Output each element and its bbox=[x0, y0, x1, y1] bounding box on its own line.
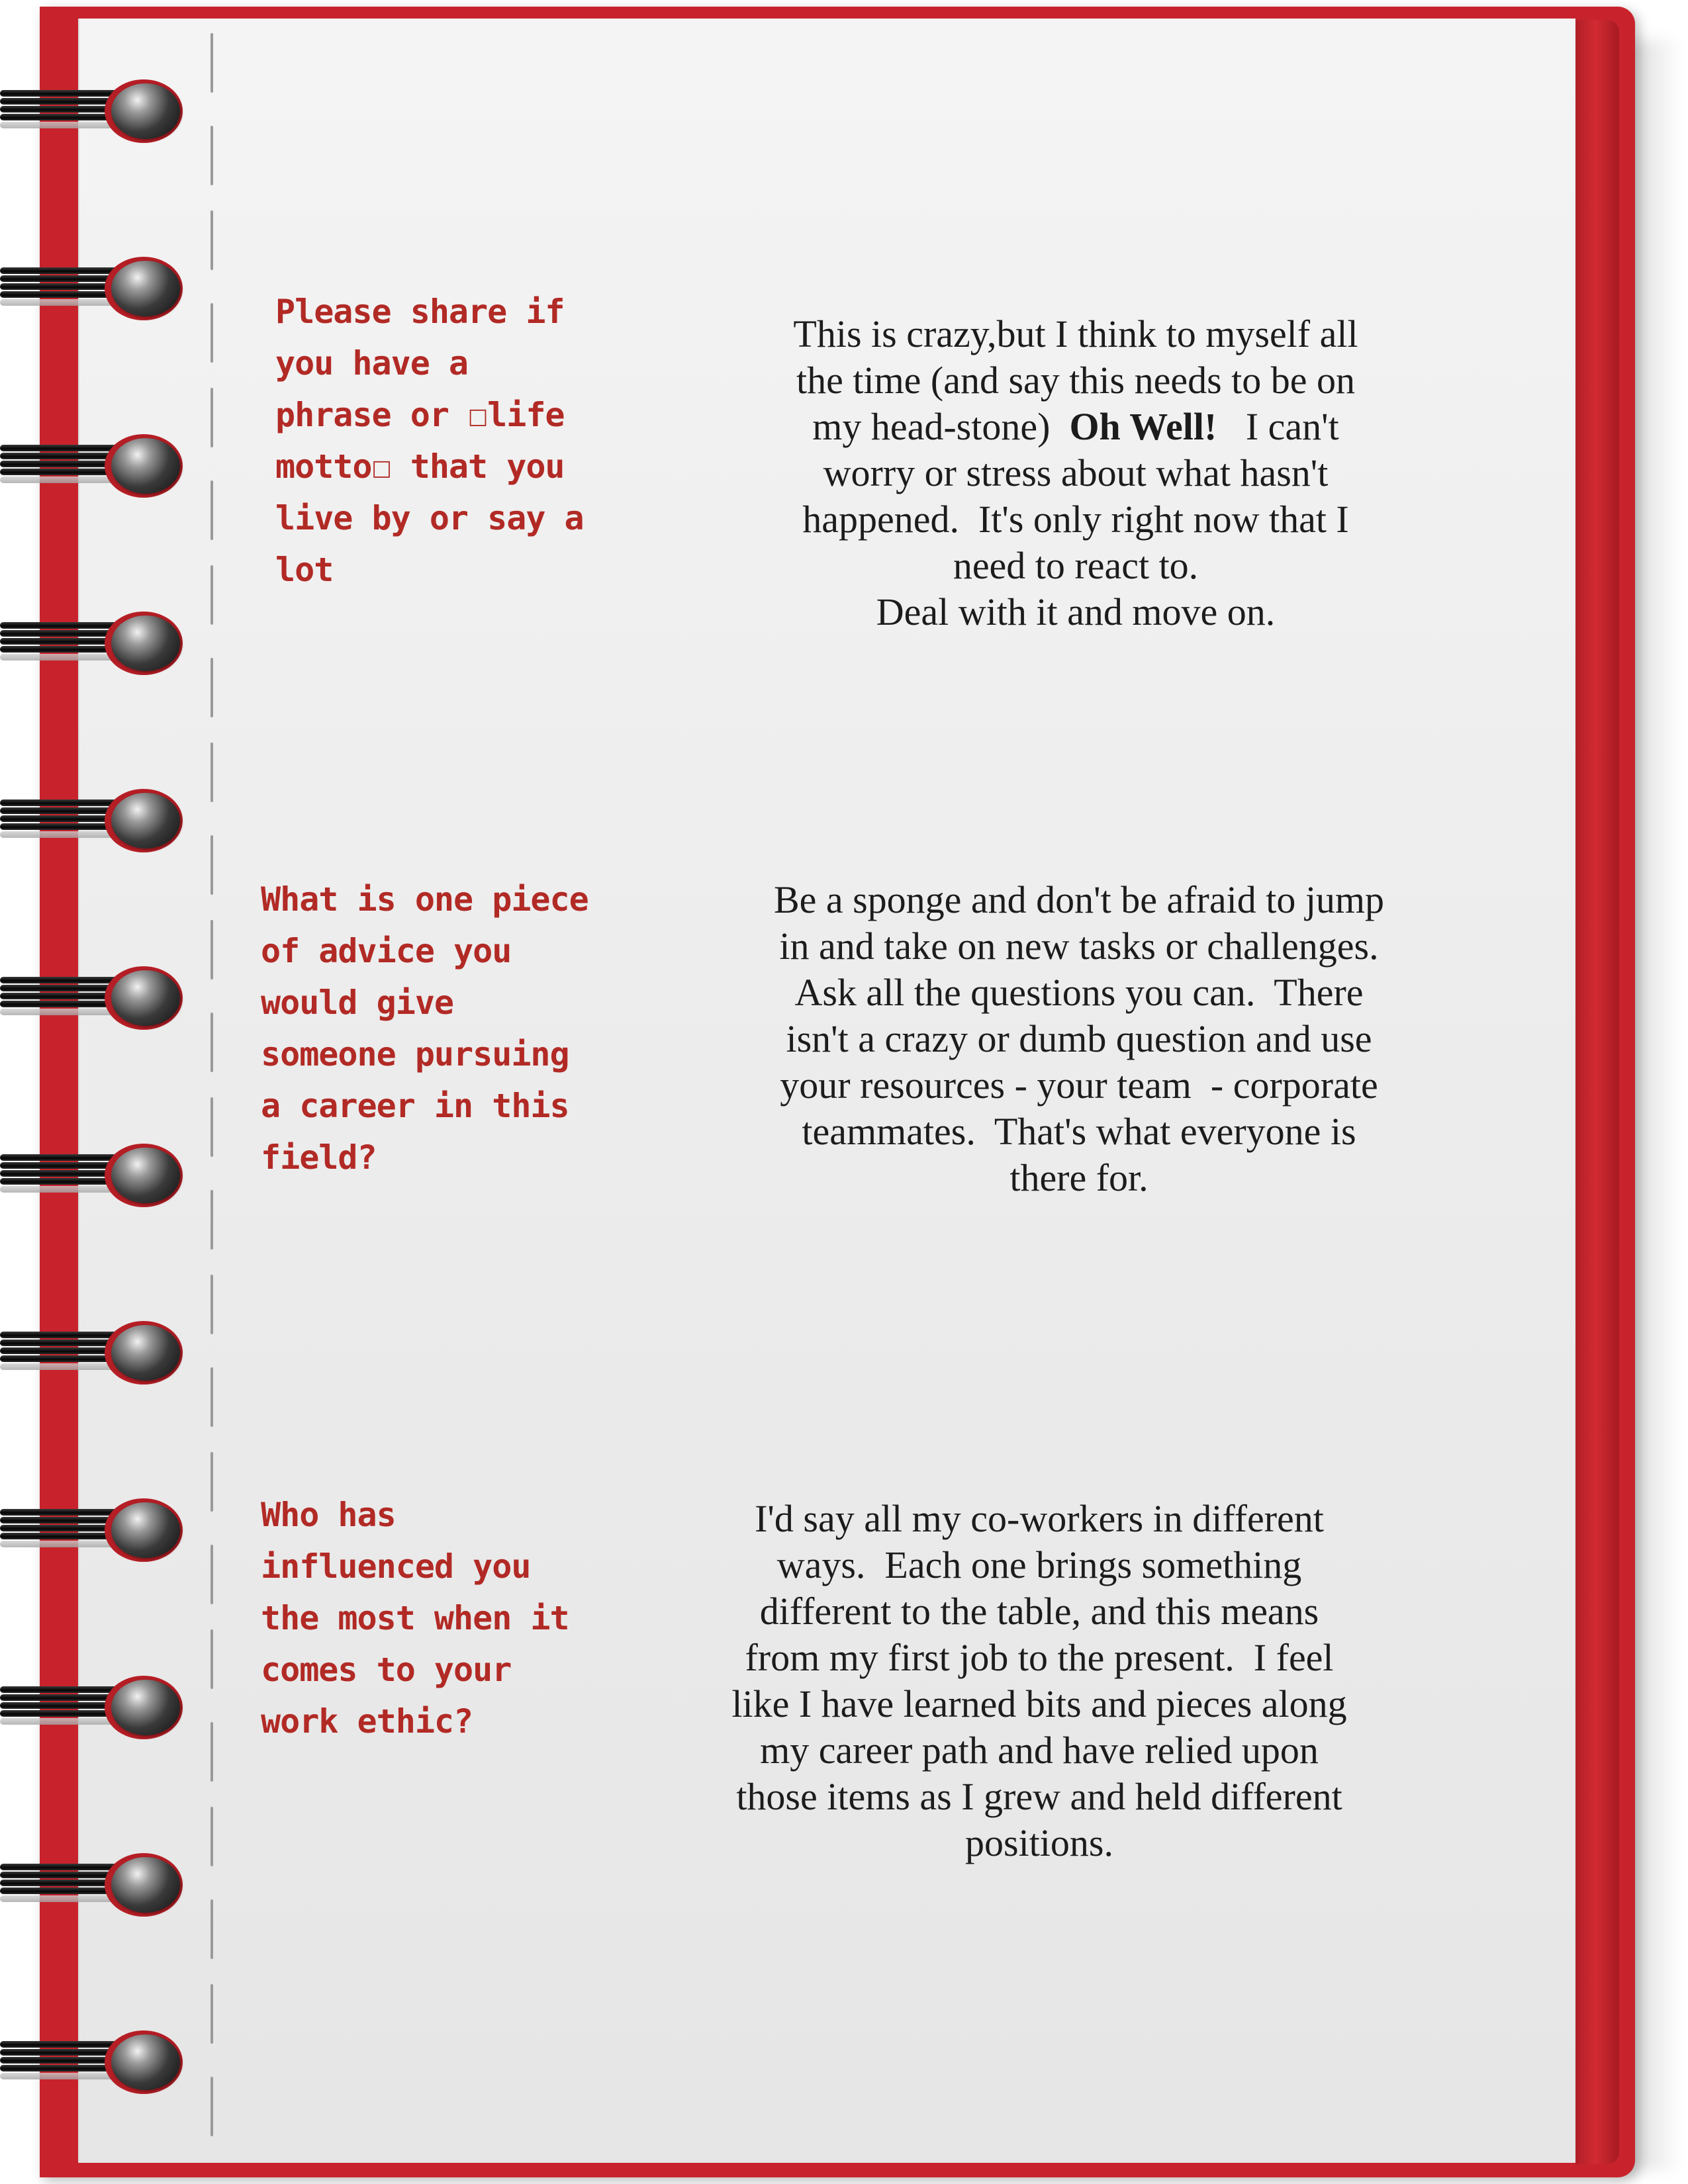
coil-loop bbox=[111, 83, 180, 139]
margin-dash bbox=[211, 1367, 213, 1427]
answer-life-motto-emphasis: Oh Well! bbox=[1069, 405, 1217, 448]
margin-dash bbox=[211, 1722, 213, 1782]
margin-dash bbox=[211, 835, 213, 895]
spiral-coil-icon bbox=[0, 1845, 199, 1925]
margin-dash bbox=[211, 920, 213, 979]
spiral-coil-icon bbox=[0, 604, 199, 683]
spiral-coil-icon bbox=[0, 1668, 199, 1747]
margin-dash bbox=[211, 1013, 213, 1072]
margin-dash bbox=[211, 126, 213, 185]
coil-loop bbox=[111, 793, 180, 848]
spiral-coil-icon bbox=[0, 249, 199, 328]
answer-life-motto bbox=[702, 311, 1450, 635]
margin-dash bbox=[211, 1275, 213, 1334]
coil-loop bbox=[111, 1502, 180, 1558]
coil-loop bbox=[111, 1148, 180, 1203]
coil-loop bbox=[111, 2034, 180, 2090]
margin-dash bbox=[211, 1899, 213, 1959]
margin-dash bbox=[211, 565, 213, 625]
margin-dash bbox=[211, 303, 213, 363]
answer-career-advice: Be a sponge and don't be afraid to jump in and take on new tasks or challenges. Ask all the questions you can. There isn't a crazy or dumb question and use your resources - your team - corporate teammates. That's what everyone is there for. bbox=[773, 878, 1385, 1199]
margin-dash bbox=[211, 1097, 213, 1157]
margin-dash bbox=[211, 210, 213, 270]
margin-dash bbox=[211, 1190, 213, 1250]
spiral-coil-icon bbox=[0, 1136, 199, 1215]
answer-life-motto-text-2: I can't worry or stress about what hasn't happened. It's only right now that I need to react to. Deal with it and move on. bbox=[802, 405, 1349, 633]
question-life-motto: Please share if you have a phrase or ☐life motto☐ that you live by or say a lot bbox=[275, 293, 584, 589]
question-career-advice: What is one piece of advice you would give someone pursuing a career in this field? bbox=[261, 880, 588, 1177]
coil-loop bbox=[111, 438, 180, 494]
margin-dash bbox=[211, 1545, 213, 1604]
margin-dash bbox=[211, 480, 213, 540]
margin-dash bbox=[211, 2077, 213, 2136]
answer-work-ethic-influence: I'd say all my co-workers in different ways. Each one brings something different to the table, and this means from my first job to the present. I feel like I have learned bits and pieces along my career path and have relied upon those items as I grew and held different positions. bbox=[731, 1497, 1347, 1864]
coil-loop bbox=[111, 970, 180, 1026]
coil-loop bbox=[111, 1680, 180, 1735]
coil-loop bbox=[111, 1857, 180, 1913]
notebook-cover-edge bbox=[1575, 20, 1619, 2164]
margin-dash bbox=[211, 1452, 213, 1512]
coil-loop bbox=[111, 1325, 180, 1381]
coil-loop bbox=[111, 615, 180, 671]
spiral-coil-icon bbox=[0, 781, 199, 860]
margin-dash bbox=[211, 1984, 213, 2044]
spiral-coil-icon bbox=[0, 1490, 199, 1570]
answer-life-motto-text-1: This is crazy,but I think to myself all the time (and say this needs to be on my head-stone) bbox=[793, 312, 1358, 448]
margin-dash bbox=[211, 743, 213, 802]
spiral-coil-icon bbox=[0, 1313, 199, 1392]
margin-dash bbox=[211, 658, 213, 717]
spiral-coil-icon bbox=[0, 71, 199, 151]
margin-dash bbox=[211, 33, 213, 93]
margin-line bbox=[211, 26, 214, 2158]
question-work-ethic-influence: Who has influenced you the most when it comes to your work ethic? bbox=[261, 1496, 569, 1741]
spiral-coil-icon bbox=[0, 2023, 199, 2102]
coil-loop bbox=[111, 261, 180, 316]
spiral-coil-icon bbox=[0, 426, 199, 506]
margin-dash bbox=[211, 1807, 213, 1866]
margin-dash bbox=[211, 388, 213, 447]
spiral-coil-icon bbox=[0, 958, 199, 1038]
margin-dash bbox=[211, 1629, 213, 1689]
